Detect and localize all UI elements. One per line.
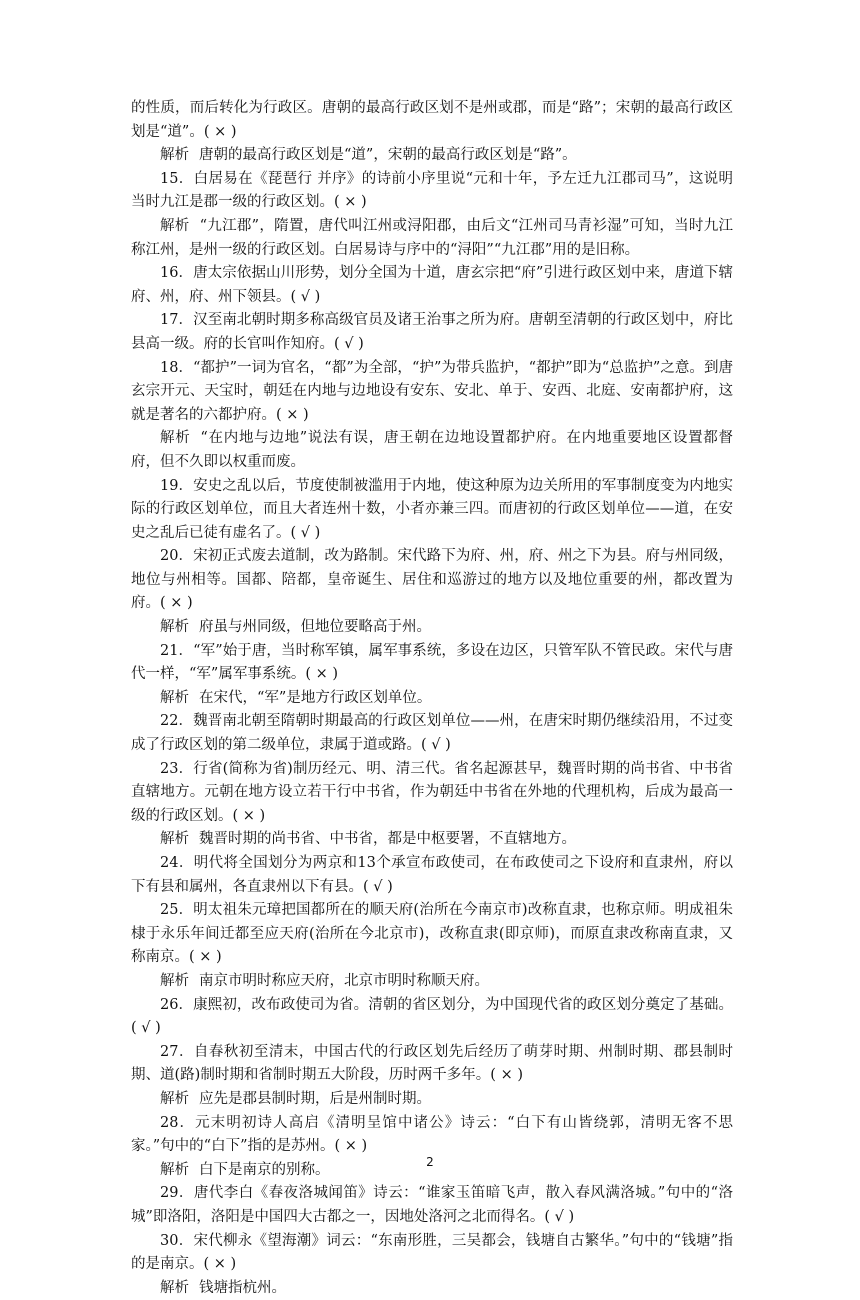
question-paragraph xyxy=(131,168,733,215)
document-body xyxy=(131,97,733,1300)
question-text: 的性质，而后转化为行政区。唐朝的最高行政区划不是州或郡，而是“路”；宋朝的最高行政区划是“道”。( × ) xyxy=(131,100,733,140)
question-paragraph xyxy=(131,1182,733,1229)
question-paragraph xyxy=(131,758,733,829)
analysis-label: 解析 xyxy=(160,1161,189,1178)
analysis-paragraph xyxy=(131,1277,733,1300)
analysis-paragraph xyxy=(131,427,733,474)
question-text: 16．唐太宗依据山川形势，划分全国为十道，唐玄宗把“府”引进行政区划中来，唐道下辖府、州，府、州下领县。( √ ) xyxy=(131,265,733,305)
question-paragraph xyxy=(131,309,733,356)
question-text: 24．明代将全国划分为两京和13个承宣布政使司，在布政使司之下设府和直隶州，府以下有县和属州，各直隶州以下有县。( √ ) xyxy=(131,855,733,895)
question-text: 25．明太祖朱元璋把国都所在的顺天府(治所在今南京市)改称直隶，也称京师。明成祖朱棣于永乐年间迁都至应天府(治所在今北京市)，改称直隶(即京师)，而原直隶改称南直隶，又称南京。( × ) xyxy=(131,902,733,966)
question-paragraph xyxy=(131,545,733,616)
analysis-paragraph xyxy=(131,215,733,262)
analysis-paragraph xyxy=(131,144,733,168)
analysis-text: 应先是郡县制时期，后是州制时期。 xyxy=(199,1090,431,1107)
question-text: 15．白居易在《琵琶行 并序》的诗前小序里说“元和十年，予左迁九江郡司马”，这说明当时九江是郡一级的行政区划。( × ) xyxy=(131,170,733,211)
question-paragraph xyxy=(131,357,733,428)
question-text: 27．自春秋初至清末，中国古代的行政区划先后经历了萌芽时期、州制时期、郡县制时期、道(路)制时期和省制时期五大阶段，历时两千多年。( × ) xyxy=(131,1043,733,1084)
question-text: 22．魏晋南北朝至隋朝时期最高的行政区划单位——州，在唐宋时期仍继续沿用，不过变成了行政区划的第二级单位，隶属于道或路。( √ ) xyxy=(131,713,733,754)
question-text: 28．元末明初诗人高启《清明呈馆中诸公》诗云：“白下有山皆绕郭，清明无客不思家。”句中的“白下”指的是苏州。( × ) xyxy=(131,1114,733,1155)
analysis-text: 白下是南京的别称。 xyxy=(199,1161,330,1178)
analysis-label: 解析 xyxy=(160,1090,189,1107)
question-text: 29．唐代李白《春夜洛城闻笛》诗云：“谁家玉笛暗飞声，散入春风满洛城。”句中的“洛城”即洛阳，洛阳是中国四大古都之一，因地处洛河之北而得名。( √ ) xyxy=(131,1185,733,1225)
question-paragraph xyxy=(131,852,733,899)
analysis-label: 解析 xyxy=(160,619,189,636)
question-text: 17．汉至南北朝时期多称高级官员及诸王治事之所为府。唐朝至清朝的行政区划中，府比县高一级。府的长官叫作知府。( √ ) xyxy=(131,312,733,352)
analysis-paragraph xyxy=(131,616,733,640)
analysis-text: 唐朝的最高行政区划是“道”，宋朝的最高行政区划是“路”。 xyxy=(199,147,577,164)
question-text: 19．安史之乱以后，节度使制被滥用于内地，使这种原为边关所用的军事制度变为内地实际的行政区划单位，而且大者连州十数，小者亦兼三四。而唐初的行政区划单位——道，在安史之乱后已徒有虚名了。( √ ) xyxy=(131,477,733,541)
question-text: 23．行省(简称为省)制历经元、明、清三代。省名起源甚早，魏晋时期的尚书省、中书省直辖地方。元朝在地方设立若干行中书省，作为朝廷中书省在外地的代理机构，后成为最高一级的行政区划。( × ) xyxy=(131,760,733,824)
question-text: 30．宋代柳永《望海潮》词云：“东南形胜，三吴都会，钱塘自古繁华。”句中的“钱塘”指的是南京。( × ) xyxy=(131,1232,733,1273)
question-paragraph xyxy=(131,97,733,144)
analysis-text: 府虽与州同级，但地位要略高于州。 xyxy=(199,619,431,636)
analysis-text: 在宋代，“军”是地方行政区划单位。 xyxy=(199,689,432,706)
analysis-text: “九江郡”，隋置，唐代叫江州或浔阳郡，由后文“江州司马青衫湿”可知，当时九江称江州，是州一级的行政区划。白居易诗与序中的“浔阳”“九江郡”用的是旧称。 xyxy=(131,217,734,258)
question-text: 26．康熙初，改布政使司为省。清朝的省区划分，为中国现代省的政区划分奠定了基础。( √ ) xyxy=(131,996,733,1037)
analysis-label: 解析 xyxy=(160,831,189,848)
analysis-text: “在内地与边地”说法有误，唐王朝在边地设置都护府。在内地重要地区设置都督府，但不久即以权重而废。 xyxy=(131,430,734,470)
analysis-text: 钱塘指杭州。 xyxy=(199,1279,286,1296)
analysis-label: 解析 xyxy=(160,689,189,706)
analysis-paragraph xyxy=(131,828,733,852)
analysis-label: 解析 xyxy=(160,217,190,234)
question-paragraph xyxy=(131,710,733,757)
analysis-label: 解析 xyxy=(160,972,189,989)
question-paragraph xyxy=(131,1112,733,1159)
question-paragraph xyxy=(131,899,733,970)
question-text: 21．“军”始于唐，当时称军镇，属军事系统，多设在边区，只管军队不管民政。宋代与唐代一样，“军”属军事系统。( × ) xyxy=(131,642,733,683)
question-text: 20．宋初正式废去道制，改为路制。宋代路下为府、州，府、州之下为县。府与州同级，地位与州相等。国都、陪都，皇帝诞生、居住和巡游过的地方以及地位重要的州，都改置为府。( × ) xyxy=(131,548,733,612)
question-paragraph xyxy=(131,475,733,546)
analysis-paragraph xyxy=(131,1088,733,1112)
analysis-label: 解析 xyxy=(160,430,191,447)
question-paragraph xyxy=(131,994,733,1041)
analysis-text: 南京市明时称应天府，北京市明时称顺天府。 xyxy=(199,972,489,989)
page-number: 2 xyxy=(426,1155,434,1169)
question-paragraph xyxy=(131,1230,733,1277)
question-paragraph xyxy=(131,640,733,687)
question-paragraph xyxy=(131,1041,733,1088)
analysis-paragraph xyxy=(131,970,733,994)
analysis-paragraph xyxy=(131,687,733,711)
question-text: 18．“都护”一词为官名，“都”为全部，“护”为带兵监护，“都护”即为“总监护”之意。到唐玄宗开元、天宝时，朝廷在内地与边地设有安东、安北、单于、安西、北庭、安南都护府，这就是著名的六都护府。( × ) xyxy=(131,359,733,423)
analysis-text: 魏晋时期的尚书省、中书省，都是中枢要署，不直辖地方。 xyxy=(199,831,576,848)
analysis-label: 解析 xyxy=(160,1279,189,1296)
analysis-label: 解析 xyxy=(160,147,189,164)
question-paragraph xyxy=(131,262,733,309)
